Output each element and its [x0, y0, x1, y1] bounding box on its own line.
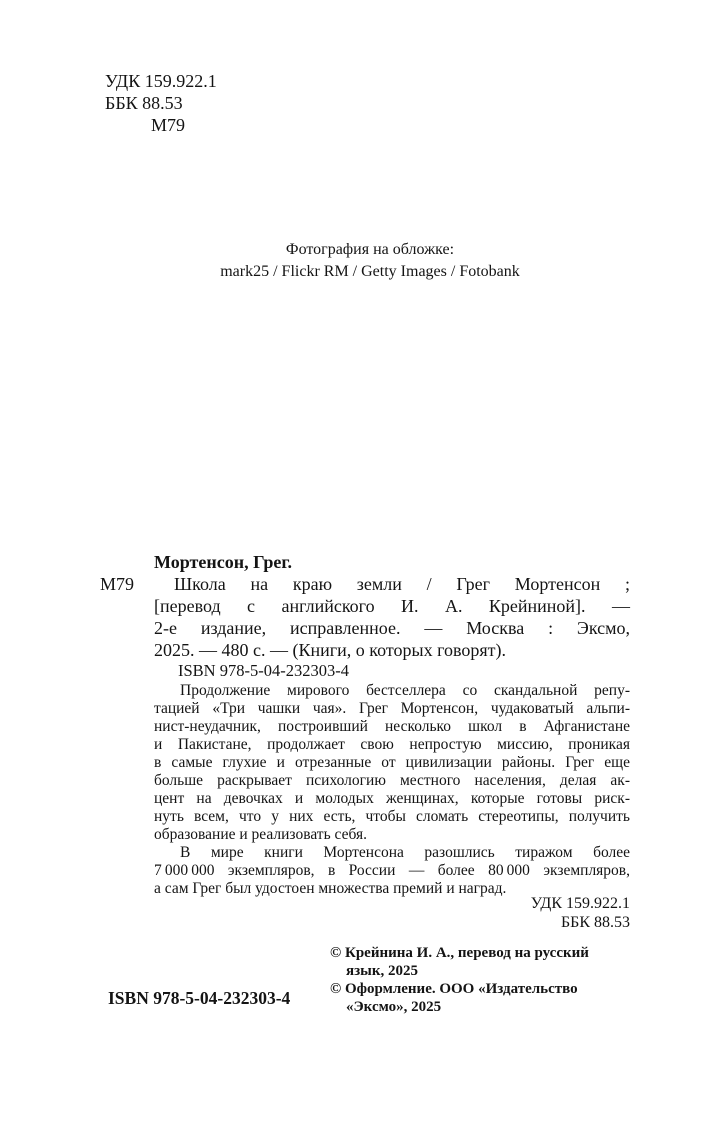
cover-credit-source: mark25 / Flickr RM / Getty Images / Fotobank	[220, 263, 520, 280]
annotation-line: образование и реализовать себя.	[154, 826, 367, 843]
cover-credit-title: Фотография на обложке:	[285, 241, 455, 258]
annotation-line: и Пакистане, продолжает свою непростую миссию, проникая	[154, 736, 630, 753]
annotation-line: Продолжение мирового бестселлера со скандальной репу-	[180, 682, 630, 699]
copyright-line: «Эксмо», 2025	[346, 999, 442, 1015]
isbn-mid: ISBN 978-5-04-232303-4	[178, 661, 349, 680]
annotation-line: больше раскрывает психологию местного населения, делая ак-	[154, 772, 630, 789]
biblio-line: Школа на краю земли / Грег Мортенсон ;	[174, 574, 630, 594]
cover-photo-credit	[90, 239, 650, 283]
bibliographic-description	[154, 551, 630, 661]
author-sign-code-margin: М79	[100, 574, 135, 594]
udk-code-right: УДК 159.922.1	[530, 895, 630, 912]
isbn-bottom: ISBN 978-5-04-232303-4	[108, 988, 291, 1008]
bbk-code-top: ББК 88.53	[105, 93, 183, 113]
biblio-line: 2025. — 480 с. — (Книги, о которых говорят).	[154, 640, 507, 660]
copyright-block	[330, 944, 642, 1016]
biblio-author-heading: Мортенсон, Грег.	[154, 552, 293, 572]
biblio-line: [перевод с английского И. А. Крейниной]. —	[154, 596, 630, 616]
annotation-line: 7 000 000 экземпляров, в России — более 80 000 экземпляров,	[154, 862, 630, 879]
annotation-line: а сам Грег был удостоен множества премий и наград.	[154, 880, 507, 897]
udk-code-top: УДК 159.922.1	[105, 71, 217, 91]
annotation-line: В мире книги Мортенсона разошлись тиражом более	[180, 844, 630, 861]
classification-codes-top	[105, 70, 217, 136]
annotation-text	[154, 682, 630, 898]
copyright-line: © Оформление. ООО «Издательство	[330, 981, 578, 997]
annotation-line: нист-неудачник, построивший несколько школ в Афганистане	[154, 718, 630, 735]
biblio-line: 2-е издание, исправленное. — Москва : Эксмо,	[154, 618, 630, 638]
author-sign-code-top: М79	[151, 115, 186, 135]
bbk-code-right: ББК 88.53	[560, 913, 630, 931]
annotation-line: в самые глухие и отрезанные от цивилизации районы. Грег еще	[154, 754, 630, 771]
annotation-line: нуть всем, что у них есть, чтобы сломать стереотипы, получить	[154, 808, 630, 825]
copyright-line: © Крейнина И. А., перевод на русский	[330, 945, 589, 961]
annotation-line: цент на девочках и молодых женщинах, которые готовы риск-	[154, 790, 630, 807]
annotation-line: тацией «Три чашки чая». Грег Мортенсон, чудаковатый альпи-	[154, 700, 630, 717]
classification-codes-right	[531, 895, 630, 932]
copyright-line: язык, 2025	[346, 963, 418, 979]
